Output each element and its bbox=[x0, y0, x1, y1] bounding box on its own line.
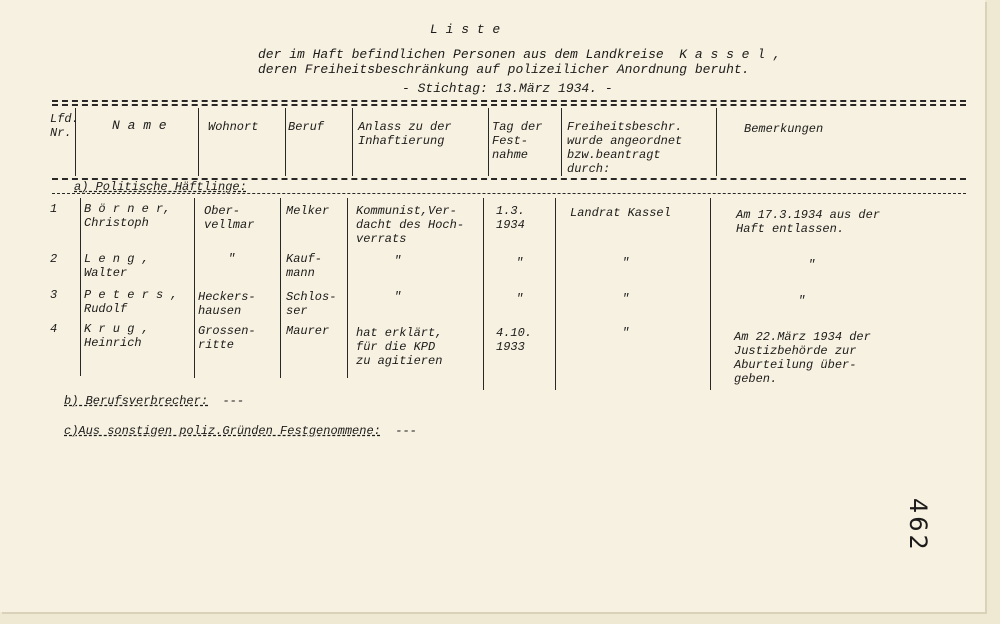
row-4-tag: 4.10. 1933 bbox=[496, 326, 533, 354]
row-2-tag: " bbox=[516, 256, 524, 270]
row-3-anlass: " bbox=[394, 290, 402, 304]
row-4-wohnort: Grossen- ritte bbox=[198, 324, 256, 352]
row-3-bemerkungen: " bbox=[798, 294, 806, 308]
header-divider bbox=[716, 108, 717, 176]
body-divider bbox=[194, 198, 195, 378]
body-divider bbox=[555, 198, 556, 390]
row-1-beruf: Melker bbox=[286, 204, 330, 218]
row-3-tag: " bbox=[516, 292, 524, 306]
col-anlass-header: Anlass zu der Inhaftierung bbox=[358, 120, 452, 148]
row-4-bemerkungen: Am 22.März 1934 der Justizbehörde zur Aburteilung über- geben. bbox=[734, 330, 871, 386]
document-title: L i s t e bbox=[430, 22, 501, 37]
row-1-wohnort: Ober- vellmar bbox=[204, 204, 255, 232]
row-1-tag: 1.3. 1934 bbox=[496, 204, 525, 232]
row-4-nr: 4 bbox=[50, 322, 58, 336]
row-3-name: P e t e r s , Rudolf bbox=[84, 288, 178, 316]
body-divider bbox=[80, 198, 81, 376]
row-2-bemerkungen: " bbox=[808, 258, 816, 272]
row-1-freiheit: Landrat Kassel bbox=[570, 206, 671, 220]
top-rule-1 bbox=[52, 100, 966, 102]
stichtag: - Stichtag: 13.März 1934. - bbox=[402, 81, 613, 96]
row-1-name: B ö r n e r, Christoph bbox=[84, 202, 171, 230]
header-divider bbox=[352, 108, 353, 176]
row-3-wohnort: Heckers- hausen bbox=[198, 290, 256, 318]
section-a-label: a) Politische Häftlinge: bbox=[74, 180, 247, 194]
document-subtitle-line1: der im Haft befindlichen Personen aus dem Landkreise K a s s e l , bbox=[258, 47, 781, 62]
col-tag-header: Tag der Fest- nahme bbox=[492, 120, 543, 162]
row-3-beruf: Schlos- ser bbox=[286, 290, 337, 318]
row-3-freiheit: " bbox=[622, 292, 630, 306]
row-3-nr: 3 bbox=[50, 288, 58, 302]
row-1-nr: 1 bbox=[50, 202, 58, 216]
col-beruf-header: Beruf bbox=[288, 120, 325, 134]
section-c: c)Aus sonstigen poliz.Gründen Festgenommene: --- bbox=[64, 424, 417, 438]
body-divider bbox=[710, 198, 711, 390]
header-divider bbox=[561, 108, 562, 176]
row-1-bemerkungen: Am 17.3.1934 aus der Haft entlassen. bbox=[736, 208, 881, 236]
document-subtitle-line2: deren Freiheitsbeschränkung auf polizeilicher Anordnung beruht. bbox=[258, 62, 750, 77]
col-freiheit-header: Freiheitsbeschr. wurde angeordnet bzw.beantragt durch: bbox=[567, 120, 683, 176]
row-2-name: L e n g , Walter bbox=[84, 252, 149, 280]
header-divider bbox=[198, 108, 199, 176]
col-nr-header: Lfd. Nr. bbox=[50, 112, 79, 140]
row-2-wohnort: " bbox=[228, 252, 236, 266]
body-divider bbox=[347, 198, 348, 378]
col-bemerkungen-header: Bemerkungen bbox=[744, 122, 824, 136]
header-divider bbox=[75, 108, 76, 176]
header-divider bbox=[488, 108, 489, 176]
page-number: 462 bbox=[904, 498, 932, 553]
col-wohnort-header: Wohnort bbox=[208, 120, 259, 134]
row-2-beruf: Kauf- mann bbox=[286, 252, 323, 280]
row-2-nr: 2 bbox=[50, 252, 58, 266]
row-2-anlass: " bbox=[394, 254, 402, 268]
row-4-anlass: hat erklärt, für die KPD zu agitieren bbox=[356, 326, 443, 368]
row-4-name: K r u g , Heinrich bbox=[84, 322, 149, 350]
row-1-anlass: Kommunist,Ver- dacht des Hoch- verrats bbox=[356, 204, 465, 246]
row-4-freiheit: " bbox=[622, 326, 630, 340]
body-divider bbox=[483, 198, 484, 390]
row-4-beruf: Maurer bbox=[286, 324, 330, 338]
col-name-header: N a m e bbox=[112, 118, 167, 133]
row-2-freiheit: " bbox=[622, 256, 630, 270]
top-rule-2 bbox=[52, 104, 966, 106]
section-b: b) Berufsverbrecher: --- bbox=[64, 394, 245, 408]
body-divider bbox=[280, 198, 281, 378]
header-divider bbox=[285, 108, 286, 176]
